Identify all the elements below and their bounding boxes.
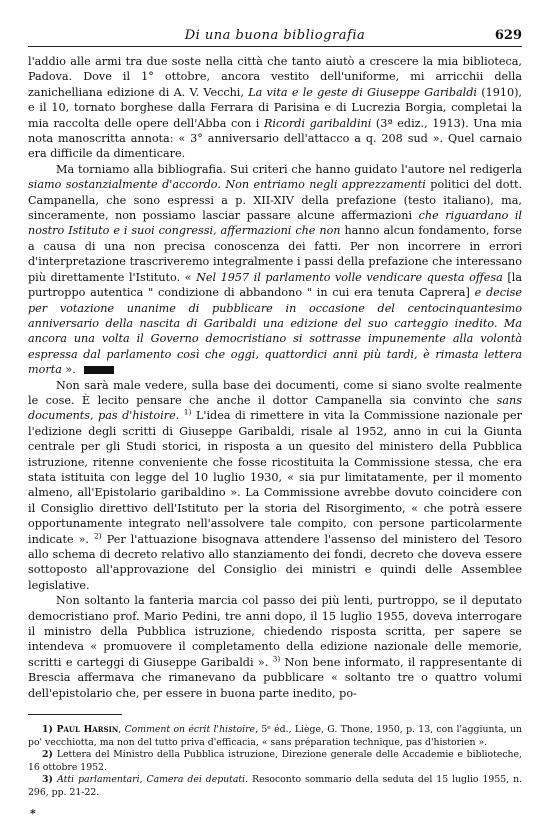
footnote-number: 3) (42, 774, 58, 786)
footnote (28, 774, 522, 799)
page-number: 629 (494, 28, 522, 43)
footnote (28, 724, 522, 749)
text-run: politici del dott. Campanella, che sono espressi a p. XII-XIV della prefazione (testo italiano), ma, sinceramente, non possiamo lasciar passare alcune affermazioni (28, 178, 522, 223)
italic-text: La vita e le geste di Giuseppe Garibaldi (248, 85, 477, 99)
italic-text: sans documents, pas d'histoire. (28, 393, 522, 423)
author-name: Paul Harsin (56, 724, 119, 735)
footnotes (28, 724, 522, 800)
text-run: Lettera del Ministro della Pubblica istruzione, Direzione generale delle Accademie e biblioteche, 16 ottobre 1952. (28, 749, 522, 773)
body-paragraph (28, 593, 522, 701)
text-run: [la purtroppo autentica " condizione di abbandono " in cui era tenuta Caprera] (28, 270, 522, 300)
text-run: l'addio alle armi tra due soste nella città che tanto aiutò a crescere la mia biblioteca, Padova. Dove il 1° ottobre, ancora vestito dell'uniforme, mi arricchii della zanichelliana edizione di A. V. Vecchi, (28, 55, 522, 99)
text-run: hanno alcun fondamento, forse a causa di una non precisa conoscenza dei fatti. Per non incorrere in errori d'interpretazione trascriveremo integralmente i passi della prefazione che interessano più direttamente l'Istituto. « (28, 224, 522, 284)
text-run: (1910), e il 10, tornato borghese dalla Ferrara di Parisina e di Lucrezia Borgia, completai la mia raccolta delle opere dell'Abba con i (28, 85, 522, 130)
running-header (28, 26, 522, 47)
italic-text: Comment on écrit l'histoire (124, 724, 256, 735)
text-run: , (118, 724, 125, 735)
text-run: ». (61, 363, 76, 377)
footnote-rule (28, 714, 122, 715)
italic-text: Ricordi garibaldini (263, 116, 372, 130)
footnote (28, 749, 522, 774)
text-run: Per l'attuazione bisognava attendere l'assenso del ministero del Tesoro allo schema di decreto relativo allo stanziamento dei fondi, decreto che doveva essere sottoposto all'approvazione del Consiglio dei ministri e quindi delle Assemblee legislative. (28, 532, 522, 592)
bottom-mark: * (30, 807, 36, 820)
text-run: , 5ᵉ éd., Liège, G. Thone, 1950, p. 13, con l'aggiunta, un po' vecchiotta, ma non del tutto priva d'efficacia, « sans préparation technique, pas d'historien ». (28, 724, 522, 748)
body-paragraph (28, 54, 522, 162)
italic-text: siamo sostanzialmente d'accordo. Non entriamo negli apprezzamenti (28, 178, 426, 192)
running-title: Di una buona bibliografia (184, 28, 366, 43)
italic-text: Atti parlamentari, Camera dei deputati. (57, 774, 249, 786)
text-run: Non sarà male vedere, sulla base dei documenti, come si siano svolte realmente le cose. È lecito pensare che anche il dottor Campanella sia convinto che (28, 378, 522, 407)
body-text (28, 54, 522, 701)
body-paragraph (28, 378, 522, 594)
footnote-reference: 3) (272, 654, 281, 664)
text-run: L'idea di rimettere in vita la Commissione nazionale per l'edizione degli scritti di Giuseppe Garibaldi, risale al 1952, anno in cui la Giunta centrale per gli Studi storici, in risposta a un quesito del ministero della Pubblica istruzione, ritenne conveniente che fosse ricostituita la Commissione stessa, che era stata istituita con legge del 10 luglio 1930, « sia pur limitatamente, per il momento almeno, all'Epistolario garibaldino ». La Commissione avrebbe dovuto coincidere con il Consiglio direttivo dell'Istituto per la storia del Risorgimento, « che potrà essere opportunamente integrato nell'assolvere tale compito, con persone particolarmente indicate ». (28, 409, 522, 546)
footnote-number: 1) (42, 724, 57, 735)
redaction-mark (84, 366, 114, 374)
text-run: Resoconto sommario della seduta del 15 luglio 1955, n. 296, pp. 21-22. (28, 774, 523, 798)
italic-text: Nel 1957 il parlamento volle vendicare questa offesa (196, 270, 503, 284)
italic-text: che riguardano il nostro Istituto e i suoi congressi, affermazioni che non (28, 209, 522, 238)
body-paragraph (28, 162, 522, 378)
text-run: (3ª ediz., 1913). Una mia nota manoscritta annota: « 3° anniversario dell'attacco a q. 208 sud ». Quel carnaio era difficile da dimenticare. (28, 116, 523, 161)
footnote-reference: 1) (183, 407, 192, 417)
text-run: Non soltanto la fanteria marcia col passo dei più lenti, purtroppo, se il deputato democristiano prof. Mario Pedini, tre anni dopo, il 15 luglio 1955, doveva interrogare il ministro della Pubblica istruzione, chiedendo risposta scritta, per sapere se intendeva « promuovere il completamento della edizione nazionale delle memorie, scritti e carteggi di Giuseppe Garibaldi ». (28, 594, 522, 669)
italic-text: e decise per votazione unanime di pubblicare in occasione del centocinquantesimo anniversario della nascita di Garibaldi una edizione del suo carteggio inedito. Ma ancora una volta il Governo democristiano si sottrasse impunemente alla volontà espressa dal parlamento così che oggi, quattordici anni più tardi, è rimasta lettera morta (28, 286, 523, 377)
footnote-reference: 2) (94, 530, 102, 540)
text-run: Non bene informato, il rappresentante di Brescia affermava che rimanevano da pubblicare « soltanto tre o quattro volumi dell'epistolario che, per essere in buona parte inedito, po- (28, 655, 522, 700)
footnote-number: 2) (42, 749, 57, 761)
text-run: Ma torniamo alla bibliografia. Sui criteri che hanno guidato l'autore nel redigerla (56, 162, 522, 176)
